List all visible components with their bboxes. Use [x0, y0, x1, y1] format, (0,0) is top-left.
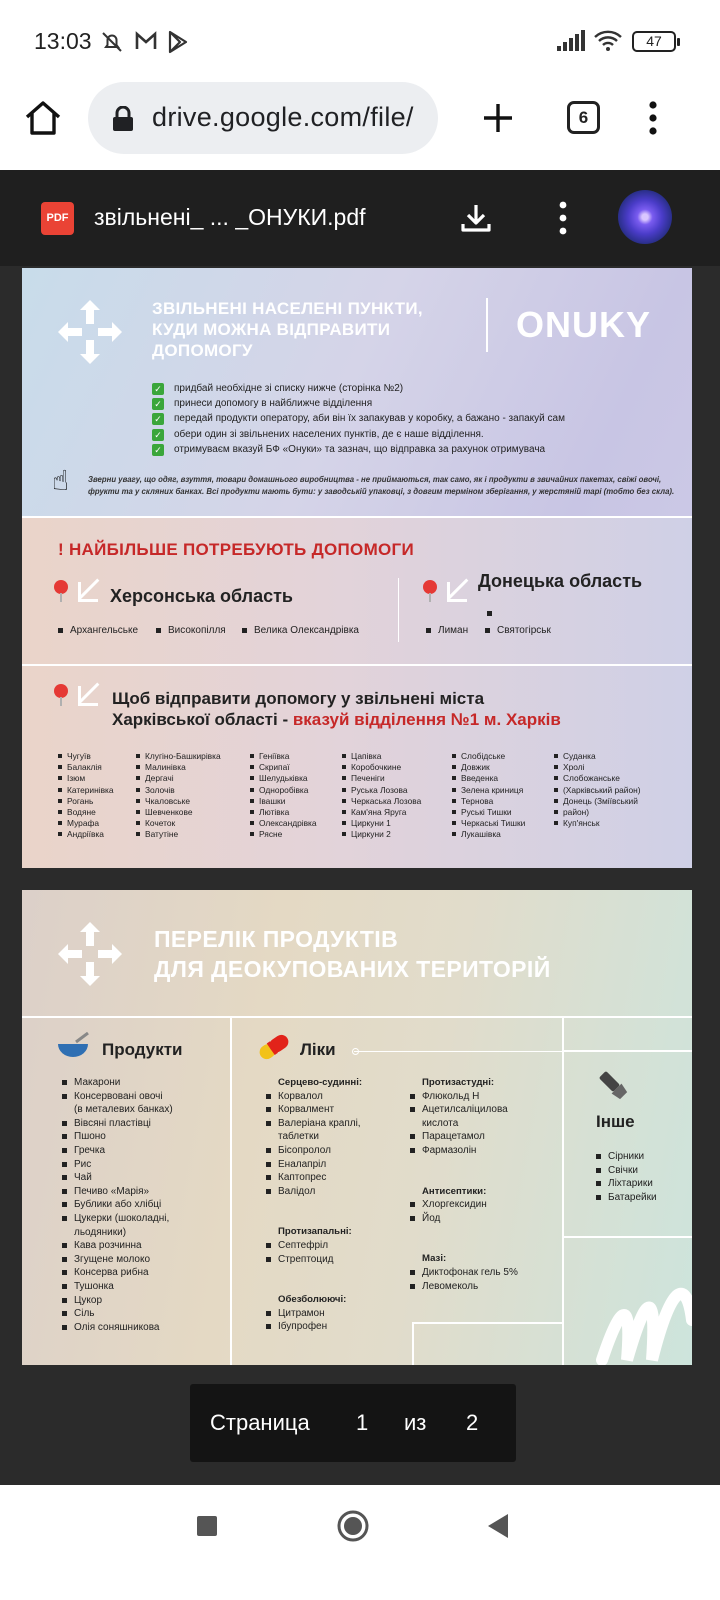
other-heading: Інше [596, 1112, 635, 1131]
medicine-heading: Ліки [300, 1040, 336, 1059]
product-item: Гречка [62, 1144, 173, 1158]
medicine-item: Септефріл [266, 1239, 362, 1253]
product-item: Печиво «Марія» [62, 1185, 173, 1199]
town-item: Тернова [452, 796, 525, 807]
page2-title [154, 924, 551, 984]
town-item: Дергачі [136, 773, 221, 784]
product-item: Згущене молоко [62, 1253, 173, 1267]
town-item: Циркуни 1 [342, 818, 421, 829]
town-item: Одноробівка [250, 785, 317, 796]
town-item: Лукашівка [452, 829, 525, 840]
home-nav-icon[interactable] [336, 1509, 370, 1543]
kharkiv-column-1 [58, 751, 114, 841]
recents-icon[interactable] [196, 1515, 218, 1537]
check-icon: ✓ [152, 429, 164, 441]
product-item: Пшоно [62, 1130, 173, 1144]
product-item: льодяники) [74, 1226, 127, 1238]
check-icon: ✓ [152, 444, 164, 456]
kherson-town: Архангельське [58, 625, 138, 636]
download-icon[interactable] [460, 202, 492, 234]
instructions-checklist [152, 382, 565, 458]
cold-heading: Протизастудні: [422, 1077, 495, 1088]
medicine-item: Левомеколь [410, 1280, 518, 1294]
flashlight-icon [596, 1068, 630, 1102]
town-item: Хролі [554, 762, 641, 773]
file-name: звільнені_ ... _ОНУКИ.pdf [94, 204, 366, 230]
medicine-item: Валеріана краплі, [266, 1117, 362, 1131]
divider [562, 1016, 564, 1365]
medicine-item: Каптопрес [266, 1171, 362, 1185]
tab-switcher-button[interactable]: 6 [567, 101, 600, 134]
medicine-item: Бісопролол [266, 1144, 362, 1158]
wifi-icon [593, 30, 623, 52]
medicine-item: Еналапріл [266, 1158, 362, 1172]
town-item: Цапівка [342, 751, 421, 762]
town-item: Олександрівка [250, 818, 317, 829]
viewer-header [0, 170, 720, 266]
town-item: Кочеток [136, 818, 221, 829]
page1-title-line: ДОПОМОГУ [152, 341, 253, 360]
kherson-region: Херсонська область [110, 586, 293, 606]
product-item: Кава розчинна [62, 1239, 173, 1253]
medicine-column-1 [266, 1076, 362, 1334]
medicine-item: Стрептоцид [266, 1253, 362, 1267]
town-item: Ізюм [58, 773, 114, 784]
checklist-item: ✓ отримуваєм вказуй БФ «Онуки» та зазнач, що відправка за рахунок отримувача [152, 443, 565, 458]
note-line: Зверни увагу, що одяг, взуття, товари домашнього виробництва - не приймаються, так само, як і продукти в звичайних пакетах, свіжі овочі, [88, 475, 662, 484]
medicine-item: Флюкольд Н [410, 1090, 518, 1104]
checklist-item: ✓ принеси допомогу в найближче відділення [152, 397, 565, 412]
town-item: Руські Тишки [452, 807, 525, 818]
town-item: Балаклія [58, 762, 114, 773]
browser-menu-icon[interactable] [648, 100, 658, 136]
current-page: 1 [356, 1410, 369, 1435]
pin-icon [54, 580, 68, 594]
nova-poshta-logo-icon [56, 920, 124, 988]
product-item: Рис [62, 1158, 173, 1172]
product-item: Чай [62, 1171, 173, 1185]
checklist-item: ✓ обери один зі звільнених населених пунктів, де є наше відділення. [152, 428, 565, 443]
town-item: Чугуїв [58, 751, 114, 762]
town-item: Шевченкове [136, 807, 221, 818]
page1-title [152, 298, 423, 361]
product-item: (в металевих банках) [74, 1104, 173, 1116]
medicine-item: Хлоргексидин [410, 1198, 518, 1212]
region-divider [398, 578, 399, 642]
town-item: Слобожанське [554, 773, 641, 784]
checklist-item: ✓ передай продукти оператору, аби він їх запакував у коробку, а бажано - запакуй сам [152, 412, 565, 427]
divider [564, 1050, 692, 1052]
product-item: Бублики або хлібці [62, 1198, 173, 1212]
page-indicator [190, 1384, 516, 1462]
pdf-page-1 [22, 268, 692, 868]
town-item: Скрипаї [250, 762, 317, 773]
checklist-item: ✓ придбай необхідне зі списку нижче (сторінка №2) [152, 382, 565, 397]
other-item: Свічки [596, 1164, 657, 1178]
town-item: Рясне [250, 829, 317, 840]
town-item: Клугіно-Башкирівка [136, 751, 221, 762]
town-item: Ватутіне [136, 829, 221, 840]
product-item: Вівсяні пластівці [62, 1117, 173, 1131]
kharkiv-title-line: Щоб відправити допомогу у звільнені міста [112, 689, 485, 708]
note-text [88, 474, 678, 498]
town-item: Довжик [452, 762, 525, 773]
medicine-column-2 [410, 1076, 518, 1293]
town-item: район) [554, 807, 641, 818]
pdf-page-2 [22, 890, 692, 1365]
town-item: Донець (Зміївський [554, 796, 641, 807]
other-item: Сірники [596, 1150, 657, 1164]
page-of: из [404, 1410, 427, 1435]
page1-title-line: КУДИ МОЖНА ВІДПРАВИТИ [152, 320, 391, 339]
medicine-item: Корвалол [266, 1090, 362, 1104]
title-divider [486, 298, 488, 352]
products-list [62, 1076, 173, 1334]
back-icon[interactable] [486, 1513, 510, 1539]
kharkiv-column-3 [250, 751, 317, 841]
town-item: Суданка [554, 751, 641, 762]
town-item: Лютівка [250, 807, 317, 818]
pin-icon [423, 580, 437, 594]
status-time: 13:03 [34, 28, 92, 54]
town-item: Печеніги [342, 773, 421, 784]
page-label: Страница [210, 1410, 310, 1435]
divider [22, 1016, 692, 1018]
kherson-town: Високопілля [156, 625, 226, 636]
product-item: Сіль [62, 1307, 173, 1321]
decorative-squiggle [592, 1260, 692, 1365]
town-item: Черкаська Лозова [342, 796, 421, 807]
product-item: Цукерки (шоколадні, [62, 1212, 173, 1226]
arrow-icon [78, 686, 98, 706]
medicine-item: таблетки [278, 1131, 319, 1143]
divider [354, 1051, 564, 1052]
lock-icon[interactable] [112, 106, 134, 132]
product-item: Цукор [62, 1294, 173, 1308]
check-icon: ✓ [152, 383, 164, 395]
divider [412, 1322, 562, 1324]
check-icon: ✓ [152, 398, 164, 410]
divider [230, 1016, 232, 1365]
arrow-icon [78, 582, 98, 602]
product-item: Макарони [62, 1076, 173, 1090]
product-item: Олія соняшникова [62, 1321, 173, 1335]
bullet [487, 611, 492, 616]
medicine-item: Парацетамол [410, 1130, 518, 1144]
product-item: Тушонка [62, 1280, 173, 1294]
bowl-icon [56, 1032, 90, 1060]
town-item: Чкаловське [136, 796, 221, 807]
town-item: Андріївка [58, 829, 114, 840]
other-list [596, 1150, 657, 1204]
pdf-file-icon: PDF [41, 202, 74, 235]
town-item: Черкаські Тишки [452, 818, 525, 829]
divider [564, 1236, 692, 1238]
medicine-item: Цитрамон [266, 1307, 362, 1321]
page2-title-line: ДЛЯ ДЕОКУПОВАНИХ ТЕРИТОРІЙ [154, 956, 551, 982]
divider [412, 1322, 414, 1365]
system-nav-bar [0, 1485, 720, 1600]
note-line: фрукти та у скляних банках. Всі продукти мають бути: у заводській упаковці, з довгим терміном зберігання, у жерстяній тарі (тобто без скла). [88, 487, 675, 496]
divider [22, 664, 692, 666]
other-item: Ліхтарики [596, 1177, 657, 1191]
other-item: Батарейки [596, 1191, 657, 1205]
url-text[interactable]: drive.google.com/file/ [152, 102, 414, 132]
check-icon: ✓ [152, 413, 164, 425]
medicine-item: Корвалмент [266, 1103, 362, 1117]
ointment-heading: Мазі: [422, 1253, 447, 1265]
play-store-icon [167, 30, 189, 54]
home-icon[interactable] [24, 100, 62, 136]
donetsk-town: Лиман [426, 625, 468, 636]
anti-inflam-heading: Протизапальні: [278, 1226, 352, 1238]
onuky-brand: ONUKY [516, 304, 652, 345]
medicine-item: Фармазолін [410, 1144, 518, 1158]
town-item: Введенка [452, 773, 525, 784]
products-heading: Продукти [102, 1040, 183, 1059]
town-item: Циркуни 2 [342, 829, 421, 840]
browser-toolbar [0, 80, 720, 170]
pin-icon [54, 684, 68, 698]
town-item: Водяне [58, 807, 114, 818]
new-tab-icon[interactable] [482, 102, 514, 134]
battery-indicator: 47 [632, 31, 676, 52]
cardio-heading: Серцево-судинні: [278, 1077, 363, 1088]
pain-heading: Обезболюючі: [278, 1294, 347, 1306]
medicine-item: кислота [422, 1117, 459, 1129]
medicine-item: Ібупрофен [266, 1320, 362, 1334]
town-item: (Харківський район) [554, 785, 641, 796]
page2-title-line: ПЕРЕЛІК ПРОДУКТІВ [154, 926, 399, 952]
kharkiv-title-line: Харківської області - вказуй відділення №1 м. Харків [112, 710, 561, 729]
town-item: Кам'яна Яруга [342, 807, 421, 818]
priority-heading: ! НАЙБІЛЬШЕ ПОТРЕБУЮТЬ ДОПОМОГИ [58, 540, 415, 559]
kherson-town: Велика Олександрівка [242, 625, 359, 636]
town-item: Рогань [58, 796, 114, 807]
kharkiv-column-6 [554, 751, 641, 829]
town-item: Малинівка [136, 762, 221, 773]
town-item: Катеринівка [58, 785, 114, 796]
town-item: Зелена криниця [452, 785, 525, 796]
product-item: Консерва рибна [62, 1266, 173, 1280]
town-item: Куп'янськ [554, 818, 641, 829]
town-item: Шелудьківка [250, 773, 317, 784]
town-item: Коробочкине [342, 762, 421, 773]
signal-icon [556, 30, 586, 52]
medicine-item: Диктофонак гель 5% [410, 1266, 518, 1280]
town-item: Геніївка [250, 751, 317, 762]
pointing-hand-icon: ☝ [52, 465, 70, 496]
kharkiv-column-5 [452, 751, 525, 841]
town-item: Слобідське [452, 751, 525, 762]
pill-icon [256, 1030, 292, 1064]
pdf-viewer [0, 170, 720, 1485]
donetsk-town: Святогірськ [485, 625, 551, 636]
medicine-item: Валідол [266, 1185, 362, 1199]
antiseptic-heading: Антисептики: [422, 1185, 487, 1197]
account-avatar[interactable] [618, 190, 672, 244]
town-item: Мурафа [58, 818, 114, 829]
product-item: Консервовані овочі [62, 1090, 173, 1104]
arrow-icon [447, 582, 467, 602]
viewer-more-icon[interactable] [558, 200, 568, 236]
page1-title-line: ЗВІЛЬНЕНІ НАСЕЛЕНІ ПУНКТИ, [152, 299, 423, 318]
town-item: Івашки [250, 796, 317, 807]
divider [22, 516, 692, 518]
status-bar [0, 0, 720, 80]
total-pages: 2 [466, 1410, 479, 1435]
dot-icon [352, 1048, 359, 1055]
address-bar[interactable] [88, 82, 438, 154]
medicine-item: Ацетилсаліцилова [410, 1103, 518, 1117]
donetsk-region: Донецька область [478, 571, 643, 591]
kharkiv-title [112, 688, 561, 730]
town-item: Золочів [136, 785, 221, 796]
nova-poshta-logo-icon [56, 298, 124, 366]
gmail-icon [134, 30, 158, 52]
medicine-item: Йод [410, 1212, 518, 1226]
town-item: Руська Лозова [342, 785, 421, 796]
kharkiv-column-2 [136, 751, 221, 841]
kharkiv-column-4 [342, 751, 421, 841]
bell-muted-icon [100, 30, 124, 54]
